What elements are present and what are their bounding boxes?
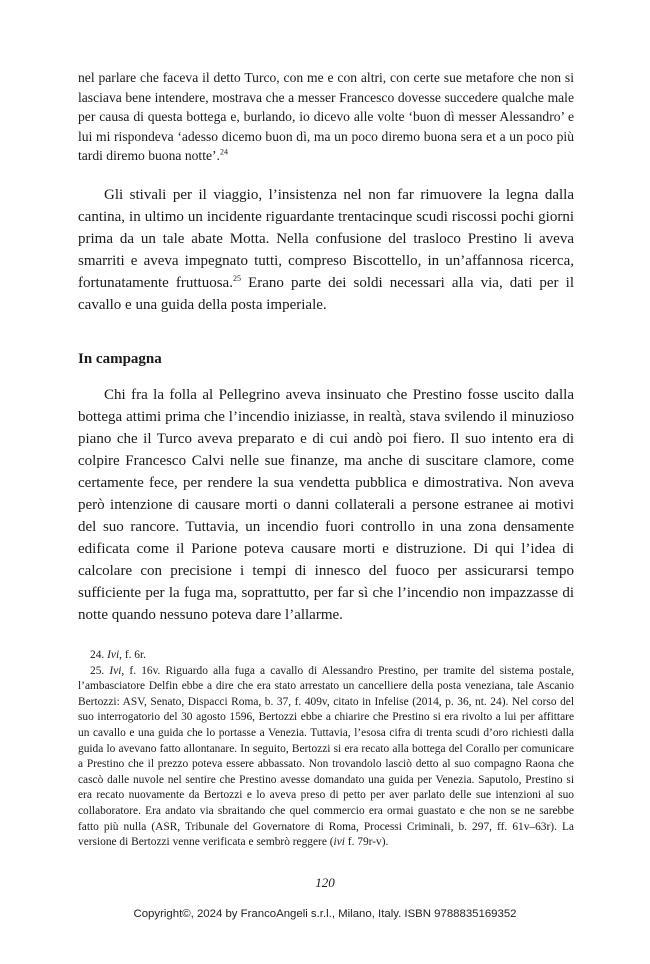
- footnote-25: [78, 664, 574, 851]
- ivi-italic: Ivi: [109, 664, 122, 677]
- copyright-notice: Copyright©, 2024 by FrancoAngeli s.r.l., Milano, Italy. ISBN 9788835169352: [133, 908, 517, 920]
- footnote-number: 25.: [90, 664, 105, 677]
- footnote-text: , f. 16v. Riguardo alla fuga a cavallo di Alessandro Prestino, per tramite del sistema postale, l’ambasciatore Delfin ebbe a dire che era stato arrestato un cancelliere della posta veneziana, tale Ascanio Bertozzi: ASV, Senato, Dispacci Roma, b. 37, f. 409v, citato in Infelise (2014, p. 36, nt. 24). Nel corso del suo interrogatorio del 30 agosto 1596, Bertozzi ebbe a chiarire che Prestino si era rivolto a lui per affittare un cavallo e una guida che lo portasse a Venezia. Tuttavia, l’esosa cifra di trenta scudi d’oro richiesti dalla guida lo avevano fatto allontanare. In seguito, Bertozzi si era recato alla bottega del Corallo per comunicare a Prestino che il prezzo poteva essere abbassato. Non trovandolo lasciò detto al suo compagno Raona che cascò dalle nuvole nel sentire che Prestino avesse domandato una guida per Venezia. Saputolo, Prestino si era recato nuovamente da Bertozzi e lo aveva preso di petto per aver parlato delle sue intenzioni al suo collaboratore. Era andato via sbraitando che quel commercio era ormai guastato e che non se ne sarebbe fatto più nulla (ASR, Tribunale del Governatore di Roma, Processi Criminali, b. 297, ff. 61v–63r). La versione di Bertozzi venne verificata e sembrò reggere (: [78, 664, 574, 849]
- footnote-ref-25[interactable]: 25: [232, 273, 241, 283]
- footnote-number: 24.: [90, 648, 105, 661]
- footnote-24: [78, 648, 574, 664]
- quote-paragraph: [78, 68, 574, 166]
- body-text: Gli stivali per il viaggio, l’insistenza nel non far rimuovere la legna dalla cantina, in ultimo un incidente riguardante trentacinque scudi riscossi pochi giorni prima da un tale abate Motta. Nella confusione del trasloco Prestino li aveva smarriti e aveva impegnato tutti, compreso Biscottello, in un’affannosa ricerca, fortunatamente fruttuosa.: [78, 186, 574, 291]
- page-number: 120: [315, 875, 335, 890]
- footnote-ref-24[interactable]: 24: [219, 147, 228, 157]
- ivi-italic: Ivi: [107, 648, 120, 661]
- page-content: [78, 68, 574, 851]
- footnotes: [78, 648, 574, 851]
- body-text: Erano parte dei soldi necessari alla via, dati per il cavallo e una guida della posta imperiale.: [78, 274, 574, 313]
- footnote-text: f. 79r-v).: [344, 836, 389, 849]
- footnote-text: , f. 6r.: [119, 648, 147, 661]
- ivi-italic: ivi: [333, 836, 345, 849]
- quote-text: nel parlare che faceva il detto Turco, con me e con altri, con certe sue metafore che non si lasciava bene intendere, mostrava che a messer Francesco dovesse succedere qualche male per causa di questa bottega e, burlando, io dicevo alle volte ‘buon dì messer Alessandro’ e lui mi rispondeva ‘adesso dicemo buon dì, ma un poco diremo buona sera et a un poco più tardi diremo buona notte’.: [78, 70, 574, 164]
- section-heading: In campagna: [78, 350, 162, 367]
- body-paragraph: [78, 184, 574, 316]
- body-paragraph: Chi fra la folla al Pellegrino aveva insinuato che Prestino fosse uscito dalla bottega attimi prima che l’incendio iniziasse, in realtà, stava svilendo il minuzioso piano che il Turco aveva preparato e di cui andò poi fiero. Il suo intento era di colpire Francesco Calvi nelle sue finanze, ma anche di suscitare clamore, come certamente fece, per rendere la sua vendetta pubblica e dimostrativa. Non aveva però intenzione di causare morti o danni collaterali a persone estranee ai motivi del suo rancore. Tuttavia, un incendio fuori controllo in una zona densamente edificata come il Parione poteva causare morti e distruzione. Di qui l’idea di calcolare con precisione i tempi di innesco del fuoco per assicurarsi tempo sufficiente per la fuga ma, soprattutto, per far sì che l’incendio non impazzasse di notte quando nessuno poteva dare l’allarme.: [78, 386, 574, 623]
